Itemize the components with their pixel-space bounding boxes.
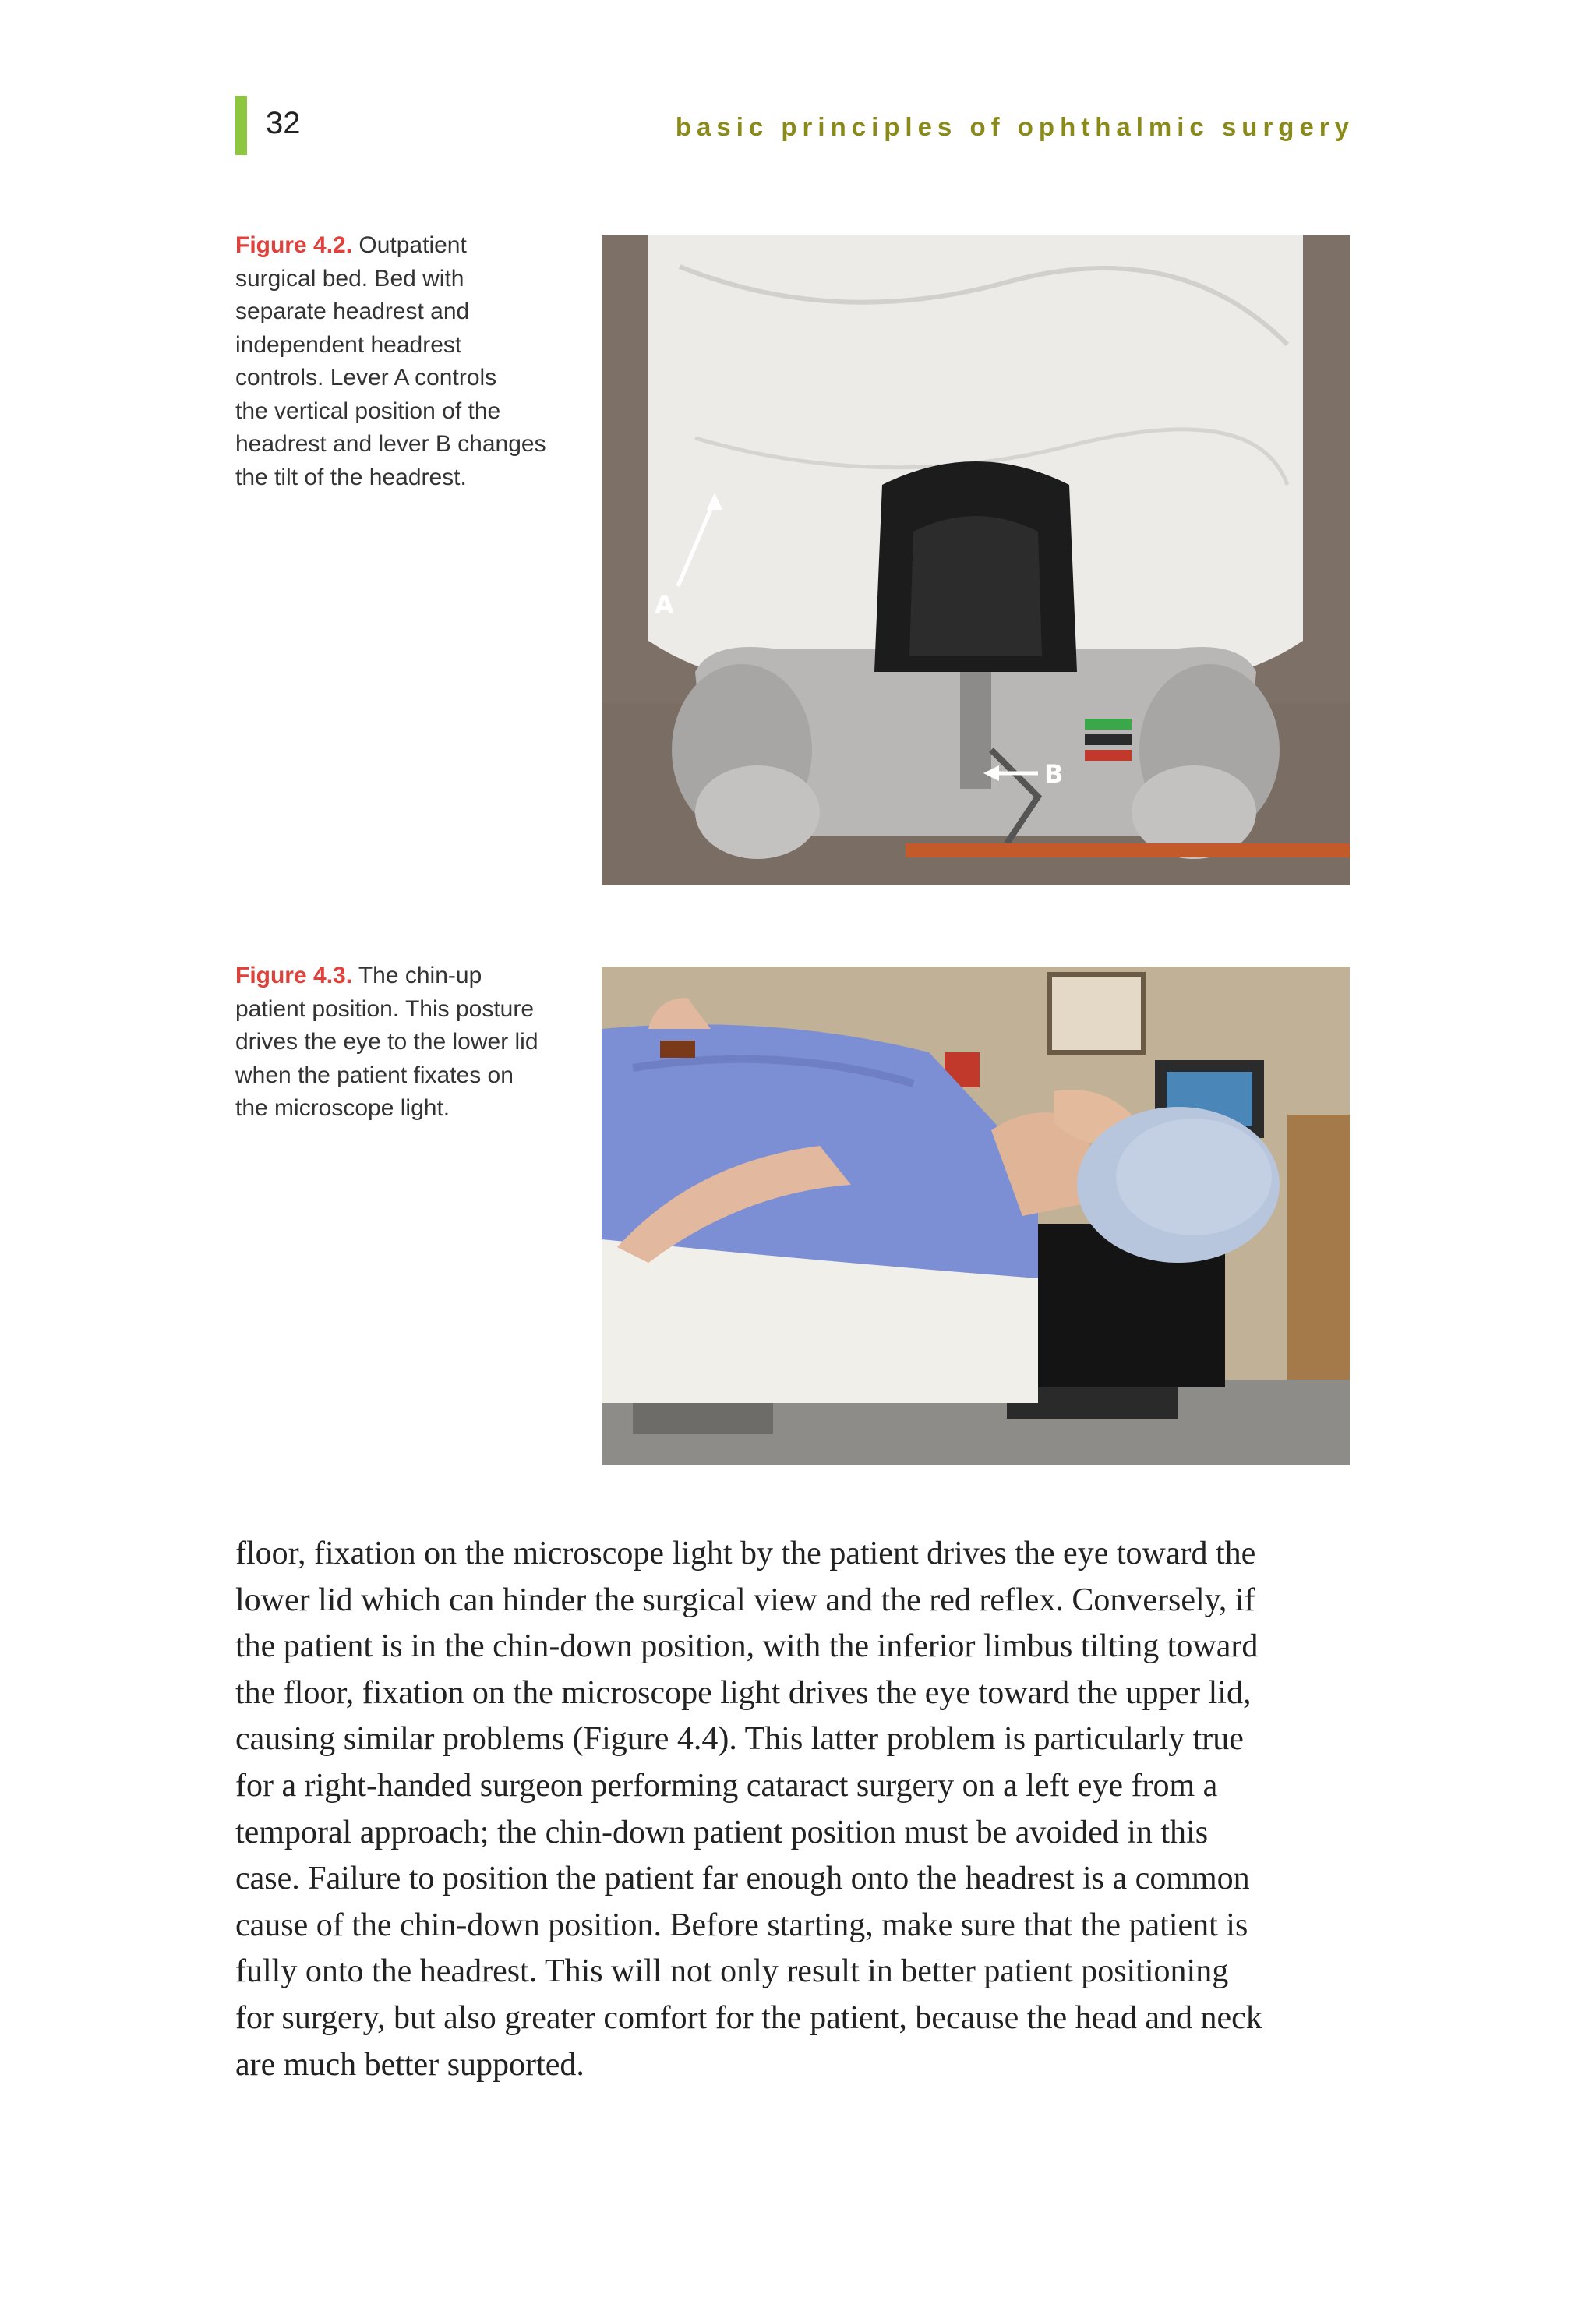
- figure-4-2-caption: [235, 229, 570, 494]
- annotation-a: A: [655, 590, 674, 620]
- body-line: for surgery, but also greater comfort for the patient, because the head and neck: [235, 1999, 1262, 2036]
- body-line: case. Failure to position the patient far enough onto the headrest is a common: [235, 1861, 1250, 1897]
- caption-line: drives the eye to the lower lid: [235, 1029, 538, 1055]
- figure-4-3-label: Figure 4.3.: [235, 963, 353, 988]
- header-accent-bar: [235, 96, 247, 155]
- figure-4-3-photo: [602, 967, 1350, 1465]
- figure-4-2-label: Figure 4.2.: [235, 232, 353, 258]
- body-line: the floor, fixation on the microscope light drives the eye toward the upper lid,: [235, 1674, 1252, 1711]
- page-number: 32: [266, 106, 301, 140]
- caption-line: surgical bed. Bed with: [235, 265, 464, 292]
- chin-up-patient-illustration: [602, 967, 1350, 1465]
- caption-line: separate headrest and: [235, 299, 470, 324]
- caption-line: patient position. This posture: [235, 995, 535, 1022]
- caption-line: the vertical position of the: [235, 398, 501, 424]
- body-line: cause of the chin-down position. Before starting, make sure that the patient is: [235, 1907, 1248, 1943]
- caption-line: the tilt of the headrest.: [235, 464, 467, 490]
- body-line: temporal approach; the chin-down patient position must be avoided in this: [235, 1814, 1209, 1850]
- body-line: fully onto the headrest. This will not only result in better patient positioning: [235, 1953, 1229, 1990]
- caption-line: The chin-up: [358, 963, 482, 988]
- caption-line: headrest and lever B changes: [235, 431, 546, 457]
- body-paragraph: [235, 1531, 1358, 2088]
- figure-4-3-caption: [235, 960, 570, 1126]
- body-line: for a right-handed surgeon performing cataract surgery on a left eye from a: [235, 1767, 1218, 1804]
- caption-line: independent headrest: [235, 331, 462, 358]
- surgical-bed-illustration: [602, 235, 1350, 885]
- body-line: causing similar problems (Figure 4.4). This latter problem is particularly true: [235, 1721, 1244, 1758]
- caption-line: when the patient fixates on: [235, 1062, 514, 1088]
- figure-4-2-photo: [602, 235, 1350, 885]
- body-line: lower lid which can hinder the surgical view and the red reflex. Conversely, if: [235, 1582, 1255, 1618]
- running-title: basic principles of ophthalmic surgery: [675, 112, 1354, 141]
- caption-line: controls. Lever A controls: [235, 365, 497, 391]
- body-line: the patient is in the chin-down position, with the inferior limbus tilting toward: [235, 1628, 1259, 1665]
- caption-line: Outpatient: [358, 232, 467, 258]
- body-line: floor, fixation on the microscope light by the patient drives the eye toward the: [235, 1536, 1256, 1571]
- caption-line: the microscope light.: [235, 1095, 450, 1121]
- body-line: are much better supported.: [235, 2046, 584, 2083]
- annotation-b: B: [1044, 759, 1064, 789]
